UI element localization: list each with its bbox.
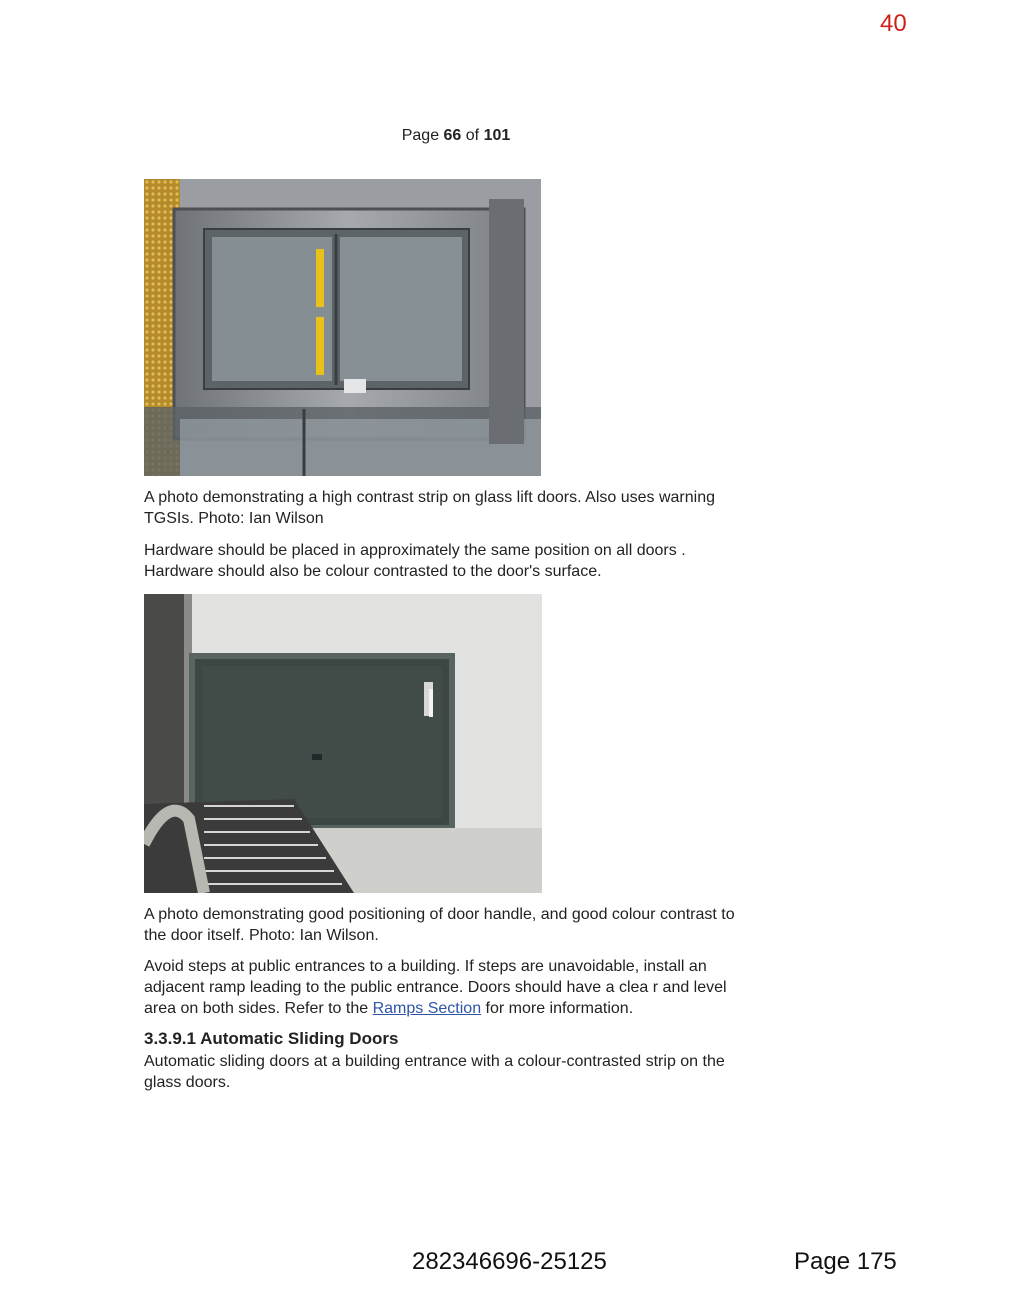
page-total: 101 — [483, 127, 511, 144]
section-heading: 3.3.9.1 Automatic Sliding Doors — [144, 1029, 399, 1048]
ramps-section-link[interactable]: Ramps Section — [372, 1000, 482, 1017]
steps-paragraph — [144, 956, 764, 1019]
steps-line2: adjacent ramp leading to the public entrance. Doors should have a clea r and level — [144, 979, 727, 996]
figure1-caption-line2: TGSIs. Photo: Ian Wilson — [144, 510, 324, 527]
page-stamp-number: 40 — [880, 10, 907, 37]
figure1-caption — [144, 487, 764, 529]
figure2-caption-line2: the door itself. Photo: Ian Wilson. — [144, 927, 379, 944]
sliding-line1: Automatic sliding doors at a building entrance with a colour-contrasted strip on the — [144, 1053, 725, 1070]
footer-page-number: Page 175 — [794, 1248, 897, 1275]
footer-document-id: 282346696-25125 — [412, 1248, 607, 1275]
door-handle-illustration — [144, 594, 542, 893]
sliding-doors-paragraph — [144, 1051, 764, 1093]
lift-doors-photo — [144, 179, 541, 476]
hardware-line2: Hardware should also be colour contrasted to the door's surface. — [144, 563, 602, 580]
steps-line1: Avoid steps at public entrances to a building. If steps are unavoidable, install an — [144, 958, 707, 975]
hardware-paragraph — [144, 540, 764, 582]
page-current: 66 — [443, 127, 462, 144]
steps-line3-after: for more information. — [481, 1000, 634, 1017]
door-handle-photo — [144, 594, 542, 893]
figure1-caption-line1: A photo demonstrating a high contrast strip on glass lift doors. Also uses warning — [144, 489, 715, 506]
sliding-line2: glass doors. — [144, 1074, 231, 1091]
lift-doors-illustration — [144, 179, 541, 476]
steps-line3-before: area on both sides. Refer to the — [144, 1000, 373, 1017]
hardware-line1: Hardware should be placed in approximately the same position on all doors . — [144, 542, 686, 559]
page-middle: of — [461, 127, 484, 144]
figure2-caption — [144, 904, 764, 946]
page-prefix: Page — [401, 127, 444, 144]
page-header — [0, 127, 912, 145]
figure2-caption-line1: A photo demonstrating good positioning of door handle, and good colour contrast to — [144, 906, 735, 923]
